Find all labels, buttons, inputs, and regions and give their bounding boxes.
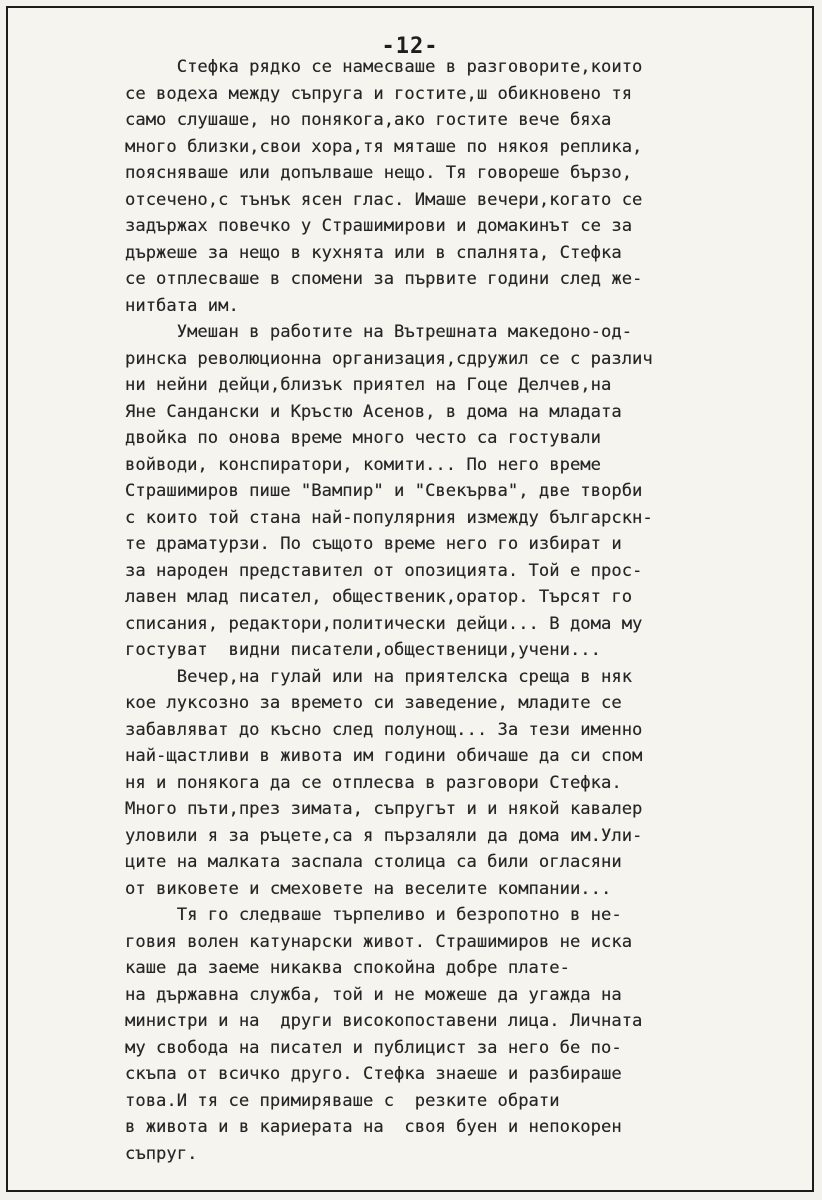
text-line: ринска революционна организация,сдружил се с различ [125,348,653,369]
text-line: му свобода на писател и публицист за него бе по- [125,1037,622,1058]
text-line: ня и понякога да се отплесва в разговори Стефка. [125,772,622,793]
text-line: Страшимиров пише "Вампир" и "Свекърва", две творби [125,481,643,501]
text-line: се водеха между съпруга и гостите,ш обикновено тя [125,83,633,104]
typed-body-text [125,54,822,1167]
text-line: с които той стана най-популярния измежду българскн- [125,507,653,528]
text-line: много близки,свои хора,тя мяташе по някоя реплика, [125,136,643,157]
page-number: -12- [381,34,439,59]
document-page [6,6,814,1192]
text-line: държеше за нещо в кухнята или в спалнята, Стефка [125,242,622,263]
text-line: поясняваше или допълваше нещо. Тя говореше бързо, [125,163,633,183]
text-line: каше да заеме никаква спокойна добре плате- [125,958,570,978]
text-line: от виковете и смеховете на веселите компании... [125,878,612,899]
text-line: най-щастливи в живота им години обичаше да си спом [125,746,643,766]
text-line: за народен представител от опозицията. Той е прос- [125,560,643,581]
text-line: само слушаше, но понякога,ако гостите вече бяха [125,110,612,130]
text-line: нитбата им. [125,295,239,316]
text-line: войводи, конспиратори, комити... По него време [125,454,601,475]
text-line: Много пъти,през зимата, съпругът и и някой кавалер [125,799,643,819]
text-line: задържах повечко у Страшимирови и домакинът се за [125,216,633,236]
text-line: Умешан в работите на Вътрешната македоно-од- [125,322,633,342]
text-line: забавляват до късно след полунощ... За тези именно [125,719,643,740]
text-line: съпруг. [125,1143,198,1164]
text-line: уловили я за ръцете,са я пързаляли да дома им.Ули- [125,825,643,846]
text-line: ците на малката заспала столица са били огласяни [125,852,622,872]
text-line: скъпа от всичко друго. Стефка знаеше и разбираше [125,1064,622,1084]
text-line: лавен млад писател, общественик,оратор. Търсят го [125,587,633,607]
text-line: говия волен катунарски живот. Страшимиров не иска [125,931,633,952]
text-line: Тя го следваше търпеливо и безропотно в не- [125,905,622,925]
text-line: на държавна служба, той и не можеше да угажда на [125,984,622,1005]
text-line: двойка по онова време много често са гостували [125,428,601,448]
text-line: Стефка рядко се намесваше в разговорите,които [125,57,643,77]
text-line: се отплесваше в спомени за първите години след же- [125,269,643,289]
text-line: списания, редактори,политически дейци... В дома му [125,613,643,634]
text-line: гостуват видни писатели,общественици,учени... [125,640,601,660]
text-line: Яне Сандански и Кръстю Асенов, в дома на младата [125,401,622,422]
text-line: Вечер,на гулай или на приятелска среща в няк [125,666,633,687]
text-line: те драматурзи. По същото време него го избират и [125,534,622,554]
text-line: ни нейни дейци,близък приятел на Гоце Делчев,на [125,375,612,395]
text-line: кое луксозно за времето си заведение, младите се [125,693,622,713]
text-line: министри и на други високопоставени лица. Личната [125,1011,643,1031]
text-line: в живота и в кариерата на своя буен и непокорен [125,1117,622,1137]
text-line: отсечено,с тънък ясен глас. Имаше вечери,когато се [125,189,643,210]
text-line: това.И тя се примиряваше с резките обрати [125,1090,560,1111]
